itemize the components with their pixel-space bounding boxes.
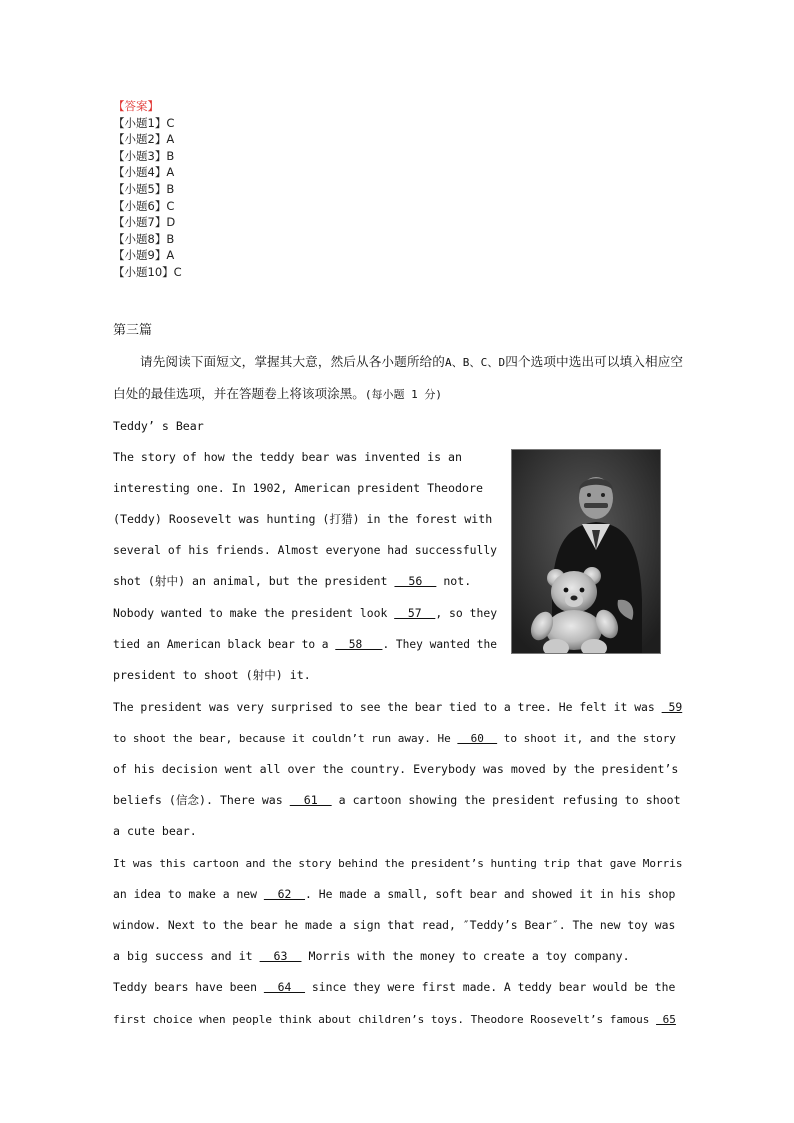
- story-line: window. Next to the bear he made a sign that read, ″Teddy’s Bear″. The new toy was: [113, 918, 676, 933]
- answer-item: 【小题1】C: [113, 115, 175, 130]
- answer-item: 【小题3】B: [113, 148, 175, 163]
- roosevelt-teddy-bear-photo: [511, 449, 661, 654]
- photo-illustration: [512, 450, 660, 653]
- section-instruction: 请先阅读下面短文，掌握其大意，然后从各小题所给的A、B、C、D四个选项中选出可以填入相应空白处的最佳选项，并在答题卷上将该项涂黑。(每小题 1 分): [113, 354, 684, 402]
- answer-item: 【小题4】A: [113, 165, 175, 180]
- passage-section: [113, 315, 683, 1035]
- story-line: It was this cartoon and the story behind the president’s hunting trip that gave Morris: [113, 856, 683, 870]
- section-title: 第三篇: [113, 323, 153, 338]
- blank-58: 58: [335, 637, 383, 651]
- story-line: a big success and it 63 Morris with the money to create a toy company.: [113, 949, 630, 964]
- story-line: (Teddy) Roosevelt was hunting (打猎) in the forest with: [113, 512, 493, 526]
- story-line: interesting one. In 1902, American president Theodore: [113, 480, 483, 495]
- story-opening-text: [113, 442, 501, 692]
- answer-item: 【小题10】C: [113, 264, 182, 279]
- blank-56: 56: [394, 574, 437, 589]
- story-line: several of his friends. Almost everyone had successfully: [113, 543, 498, 558]
- answer-item: 【小题6】C: [113, 198, 175, 213]
- story-line: Teddy bears have been 64 since they were first made. A teddy bear would be the: [113, 980, 676, 995]
- story-line: tied an American black bear to a 58 . They wanted the: [113, 637, 497, 651]
- answer-item: 【小题7】D: [113, 215, 176, 230]
- answer-item: 【小题5】B: [113, 181, 175, 196]
- story-line: an idea to make a new 62 . He made a small, soft bear and showed it in his shop: [113, 886, 676, 901]
- answer-item: 【小题2】A: [113, 132, 175, 147]
- story-line: shot (射中) an animal, but the president 56 not.: [113, 574, 472, 589]
- story-line: of his decision went all over the country. Everybody was moved by the president’s: [113, 762, 679, 776]
- answer-item: 【小题8】B: [113, 231, 175, 246]
- story-line: Nobody wanted to make the president look 57 , so they: [113, 605, 498, 620]
- blank-61: 61: [289, 793, 332, 808]
- story-opening: [113, 442, 683, 692]
- answer-key: [113, 98, 182, 281]
- blank-64: 64: [263, 980, 306, 995]
- blank-59: 59: [661, 699, 683, 714]
- story-line: The president was very surprised to see the bear tied to a tree. He felt it was 59: [113, 699, 683, 714]
- story-line: beliefs (信念). There was 61 a cartoon showing the president refusing to shoot: [113, 793, 681, 808]
- story-line: president to shoot (射中) it.: [113, 668, 311, 683]
- story-line: first choice when people think about children’s toys. Theodore Roosevelt’s famous 65: [113, 1012, 676, 1026]
- story-line: The story of how the teddy bear was invented is an: [113, 449, 463, 464]
- story-line: a cute bear.: [113, 824, 197, 839]
- blank-60: 60: [457, 731, 498, 745]
- blank-63: 63: [259, 949, 302, 964]
- answer-heading: 【答案】: [113, 99, 159, 113]
- blank-57: 57: [394, 605, 436, 620]
- answer-item: 【小题9】A: [113, 248, 175, 263]
- story-line: to shoot the bear, because it couldn’t run away. He 60 to shoot it, and the story: [113, 731, 676, 745]
- blank-62: 62: [263, 886, 306, 901]
- blank-65: 65: [656, 1012, 676, 1026]
- story-title: Teddy’ s Bear: [113, 418, 204, 433]
